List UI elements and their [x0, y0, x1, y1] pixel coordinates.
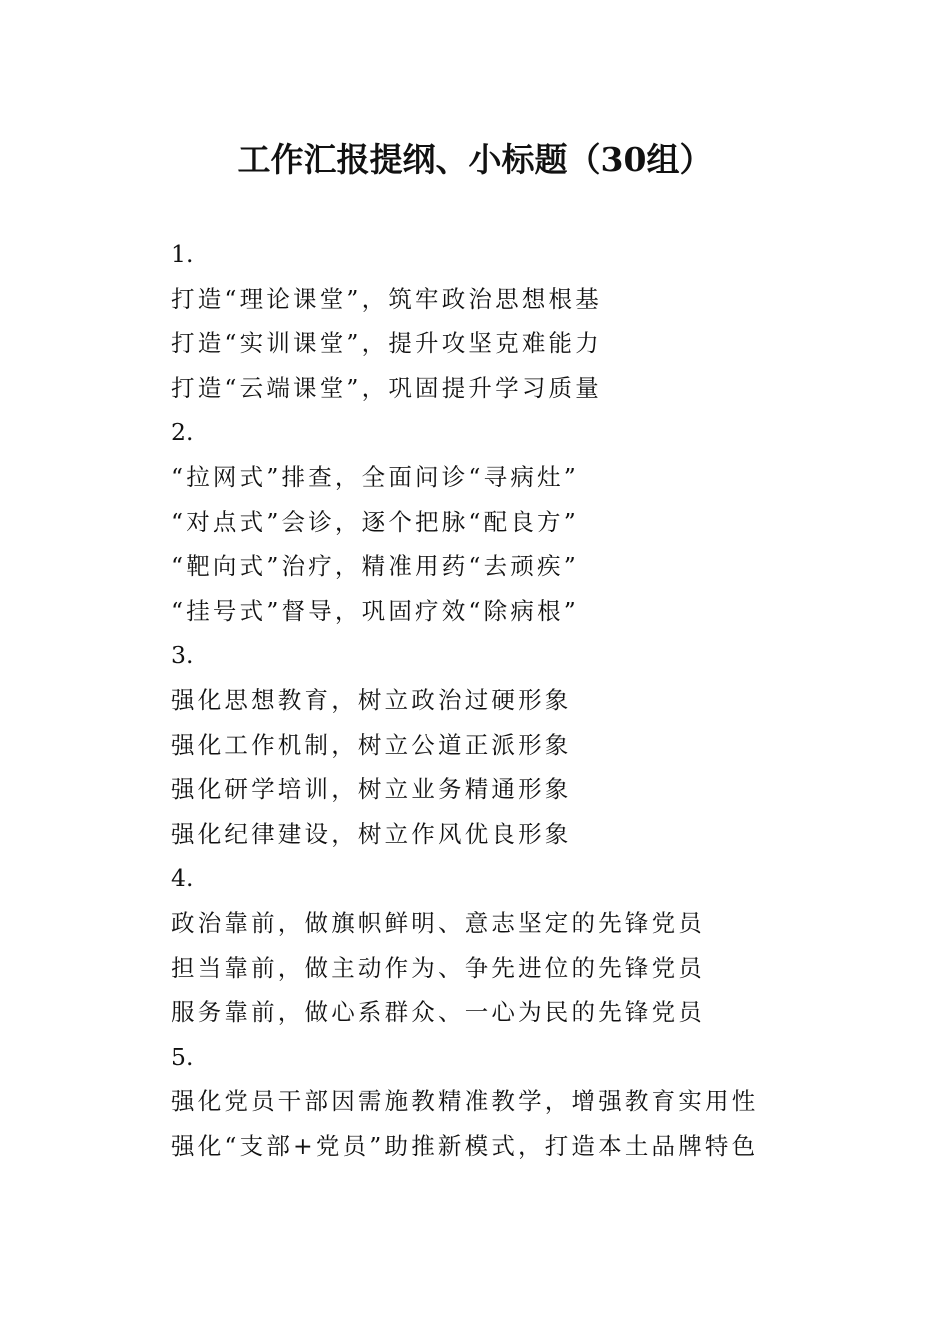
section-line: 强化纪律建设，树立作风优良形象	[171, 819, 572, 848]
section-line: 强化“支部+党员”助推新模式，打造本土品牌特色	[171, 1131, 759, 1160]
section-line: 强化思想教育，树立政治过硬形象	[171, 685, 572, 714]
section-line: 服务靠前，做心系群众、一心为民的先锋党员	[171, 998, 705, 1027]
section-number: 3.	[171, 641, 194, 670]
section-line: 打造“云端课堂”，巩固提升学习质量	[171, 373, 602, 402]
document-body	[171, 232, 871, 1168]
page-title: 工作汇报提纲、小标题（30组）	[237, 140, 713, 179]
section-line: 强化研学培训，树立业务精通形象	[171, 775, 572, 804]
section-line: 强化党员干部因需施教精准教学，增强教育实用性	[171, 1087, 759, 1116]
section-line: 打造“理论课堂”，筑牢政治思想根基	[171, 284, 602, 313]
section-line: 担当靠前，做主动作为、争先进位的先锋党员	[171, 953, 705, 982]
section-line: “拉网式”排查，全面问诊“寻病灶”	[171, 462, 579, 491]
section-line: “靶向式”治疗，精准用药“去顽疾”	[171, 552, 579, 581]
section-line: “挂号式”督导，巩固疗效“除病根”	[171, 596, 579, 625]
section-number: 1.	[171, 240, 194, 268]
section-number: 5.	[171, 1042, 194, 1071]
section-line: 强化工作机制，树立公道正派形象	[171, 730, 572, 759]
section-line: “对点式”会诊，逐个把脉“配良方”	[171, 507, 579, 536]
section-number: 2.	[171, 418, 194, 447]
section-number: 4.	[171, 864, 194, 893]
section-line: 打造“实训课堂”，提升攻坚克难能力	[171, 329, 602, 358]
section-line: 政治靠前，做旗帜鲜明、意志坚定的先锋党员	[171, 908, 705, 937]
